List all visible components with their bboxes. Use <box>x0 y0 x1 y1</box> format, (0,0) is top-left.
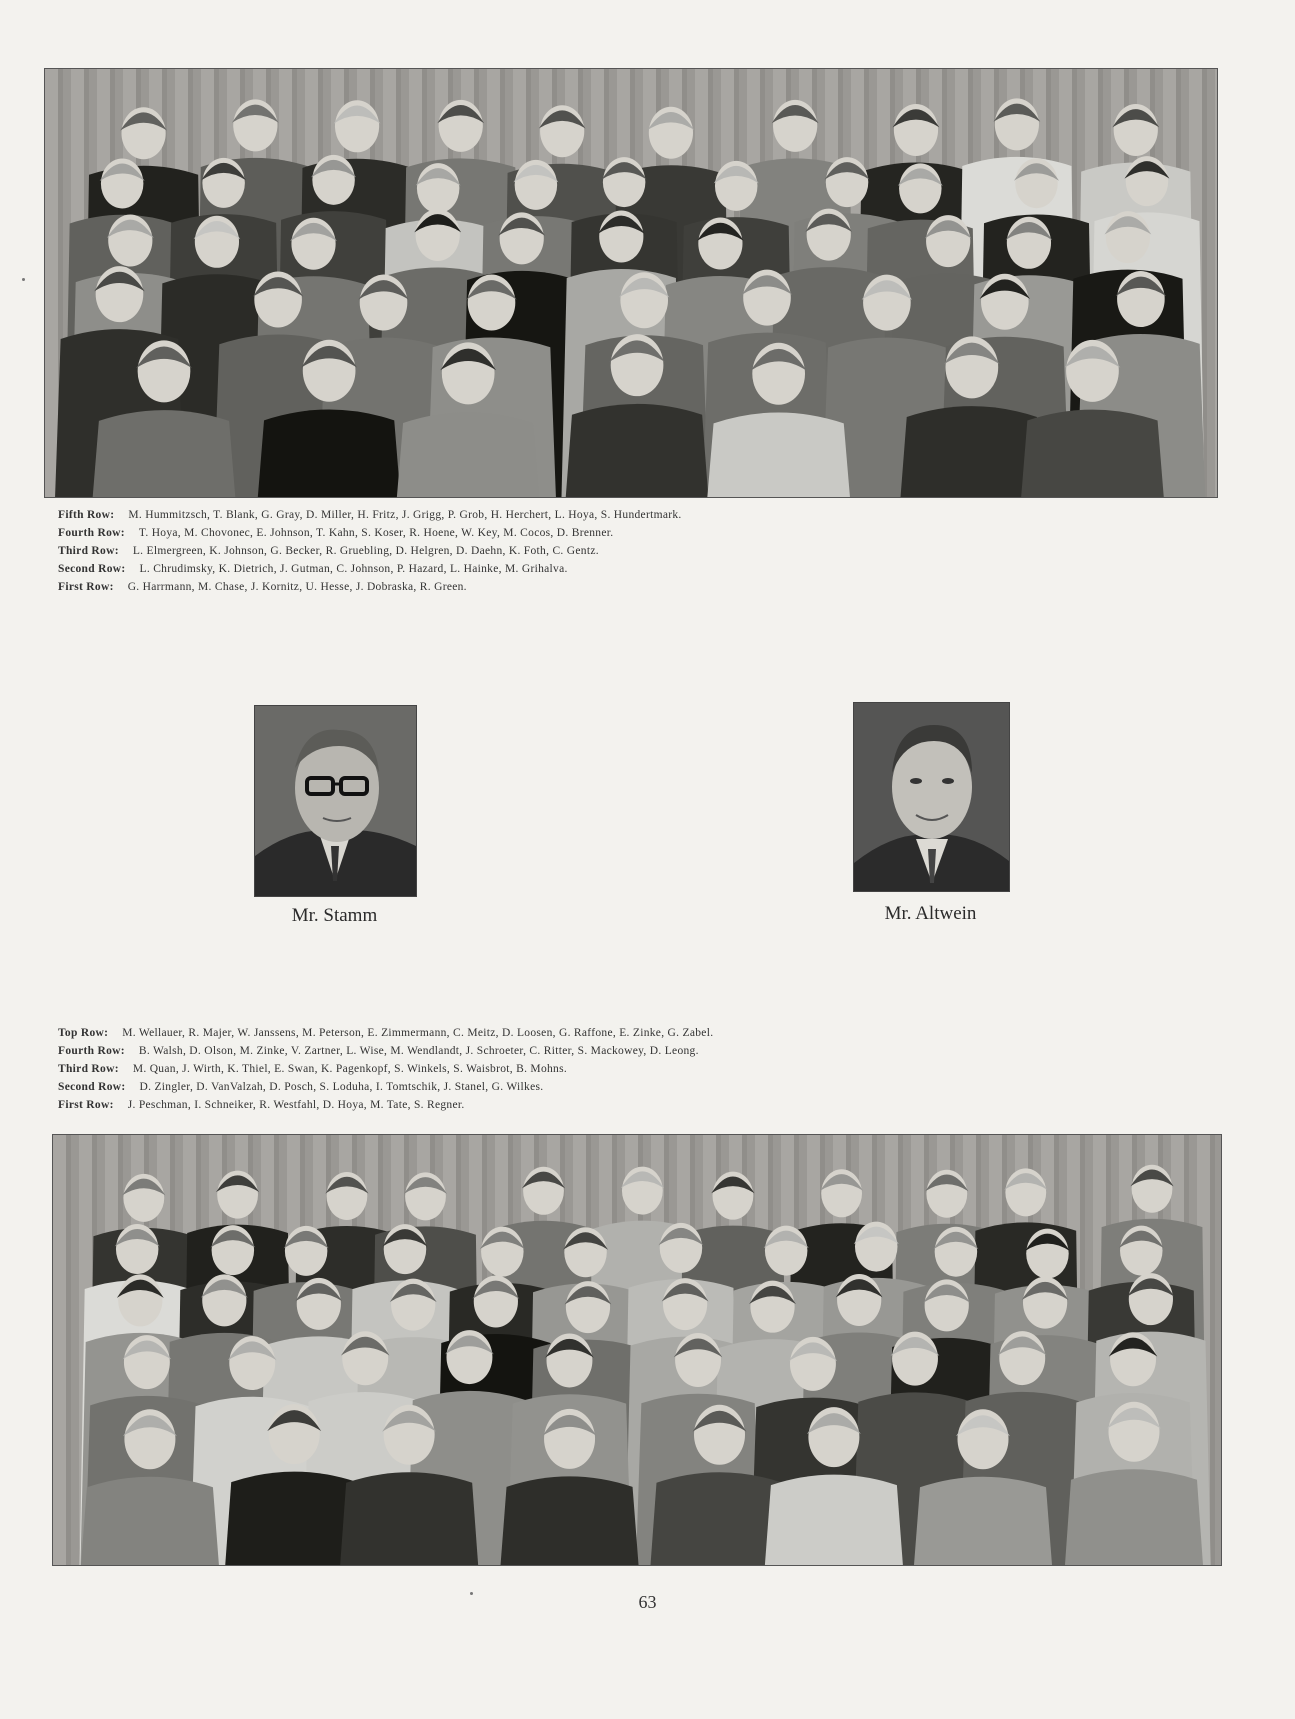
caption-row <box>58 1078 713 1096</box>
caption-row <box>58 542 682 560</box>
caption-row-names: L. Chrudimsky, K. Dietrich, J. Gutman, C. Johnson, P. Hazard, L. Hainke, M. Grihalva. <box>139 563 568 575</box>
portrait-stamm <box>254 705 417 897</box>
caption-row <box>58 1042 713 1060</box>
caption-row-label: Second Row: <box>58 1081 126 1093</box>
page-number: 63 <box>638 1592 657 1612</box>
bottom-photo-caption <box>58 1024 713 1114</box>
top-photo-caption <box>58 506 682 596</box>
portrait-altwein-name: Mr. Altwein <box>884 903 977 924</box>
caption-row <box>58 1096 713 1114</box>
caption-row-names: M. Hummitzsch, T. Blank, G. Gray, D. Miller, H. Fritz, J. Grigg, P. Grob, H. Herchert, L. Hoya, S. Hundertmark. <box>128 509 682 521</box>
bottom-group-photo <box>52 1134 1222 1566</box>
caption-row-names: M. Wellauer, R. Majer, W. Janssens, M. Peterson, E. Zimmermann, C. Meitz, D. Loosen, G. Raffone, E. Zinke, G. Zabel. <box>122 1027 714 1039</box>
caption-row <box>58 578 682 596</box>
portrait-altwein <box>853 702 1010 892</box>
speck <box>22 278 25 281</box>
caption-row-names: L. Elmergreen, K. Johnson, G. Becker, R. Gruebling, D. Helgren, D. Daehn, K. Foth, C. Gentz. <box>132 545 599 557</box>
caption-row-names: T. Hoya, M. Chovonec, E. Johnson, T. Kahn, S. Koser, R. Hoene, W. Key, M. Cocos, D. Brenner. <box>138 527 614 539</box>
caption-row-names: G. Harrmann, M. Chase, J. Kornitz, U. Hesse, J. Dobraska, R. Green. <box>127 581 467 593</box>
caption-row-label: Second Row: <box>58 563 126 575</box>
caption-row-label: Fourth Row: <box>58 1045 125 1057</box>
caption-row-names: J. Peschman, I. Schneiker, R. Westfahl, D. Hoya, M. Tate, S. Regner. <box>127 1099 465 1111</box>
speck <box>470 1592 473 1595</box>
caption-row <box>58 524 682 542</box>
caption-row <box>58 1060 713 1078</box>
caption-row <box>58 560 682 578</box>
caption-row <box>58 1024 713 1042</box>
caption-row-label: First Row: <box>58 581 114 593</box>
caption-row-label: Fifth Row: <box>58 509 115 521</box>
caption-row-names: B. Walsh, D. Olson, M. Zinke, V. Zartner, L. Wise, M. Wendlandt, J. Schroeter, C. Ritter, S. Mackowey, D. Leong. <box>138 1045 699 1057</box>
portrait-stamm-name: Mr. Stamm <box>291 905 378 926</box>
caption-row-label: First Row: <box>58 1099 114 1111</box>
top-group-photo <box>44 68 1218 498</box>
caption-row-names: M. Quan, J. Wirth, K. Thiel, E. Swan, K. Pagenkopf, S. Winkels, S. Waisbrot, B. Mohns. <box>132 1063 568 1075</box>
caption-row-label: Fourth Row: <box>58 527 125 539</box>
caption-row-label: Third Row: <box>58 545 119 557</box>
caption-row <box>58 506 682 524</box>
caption-row-label: Third Row: <box>58 1063 119 1075</box>
caption-row-label: Top Row: <box>58 1027 109 1039</box>
caption-row-names: D. Zingler, D. VanValzah, D. Posch, S. Loduha, I. Tomtschik, J. Stanel, G. Wilkes. <box>139 1081 544 1093</box>
